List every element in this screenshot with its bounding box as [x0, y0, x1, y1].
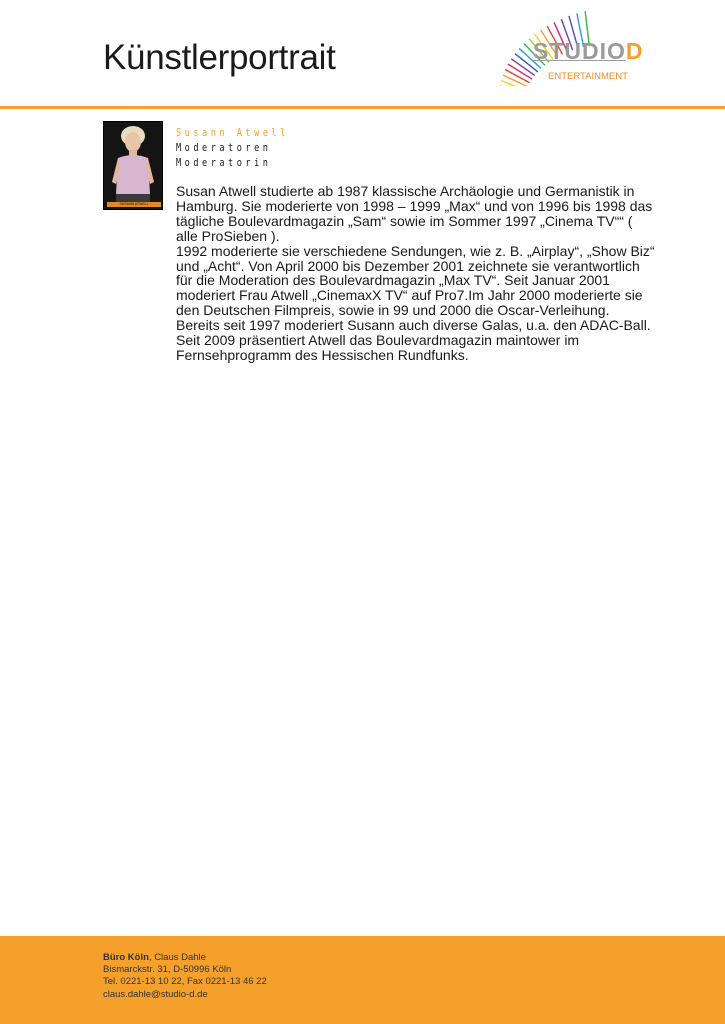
logo-ray	[505, 70, 529, 83]
office-phone: Tel. 0221-13 10 22, Fax 0221-13 46 22	[103, 976, 267, 988]
bio-paragraph: 1992 moderierte sie verschiedene Sendungen, wie z. B. „Airplay“, „Show Biz“ und „Acht“. Von April 2000 bis Dezember 2001 zeichnete sie verantwortlich für die Moderation des Boulevardmagazin „Max TV“. Seit Januar 2001 moderiert Frau Atwell „CinemaxX TV“ auf Pro7.Im Jahr 2000 moderierte sie den Deutschen Filmpreis, sowie in 99 und 2000 die Oscar-Verleihung. Bereits seit 1997 moderiert Susann auch diverse Galas, u.a. den ADAC-Ball.	[176, 242, 655, 334]
office-email[interactable]: claus.dahle@studio-d.de	[103, 988, 208, 1000]
artist-category: Moderatoren	[176, 141, 272, 154]
header-divider	[0, 106, 725, 109]
artist-subcategory: Moderatorin	[176, 156, 272, 169]
logo-name-part1: STUDIO	[533, 38, 626, 64]
page-title: Künstlerportrait	[103, 38, 336, 77]
studio-d-logo	[533, 38, 644, 65]
artist-photo	[103, 121, 163, 210]
photo-caption: SUSANN ATWELL	[107, 202, 161, 207]
office-label: Büro Köln	[103, 952, 149, 963]
contact-name: , Claus Dahle	[148, 952, 206, 963]
bio-paragraph: Susan Atwell studierte ab 1987 klassische Archäologie und Germanistik in Hamburg. Sie moderierte von 1998 – 1999 „Max“ und von 1996 bis 1998 das tägliche Boulevardmagazin „Sam“ sowie im Sommer 1997 „Cinema TV““ ( alle ProSieben ).	[176, 183, 653, 244]
bio-paragraph: Seit 2009 präsentiert Atwell das Boulevardmagazin maintower im Fernsehprogramm des Hessischen Rundfunks.	[176, 332, 580, 363]
artist-name: Susann Atwell	[176, 126, 289, 139]
logo-name-part2: D	[625, 38, 644, 64]
artist-biography	[176, 184, 656, 363]
office-address: Bismarckstr. 31, D-50996 Köln	[103, 964, 232, 976]
logo-ray	[503, 75, 528, 86]
footer-contact	[103, 952, 267, 1001]
logo-subtitle: ENTERTAINMENT	[548, 71, 628, 82]
